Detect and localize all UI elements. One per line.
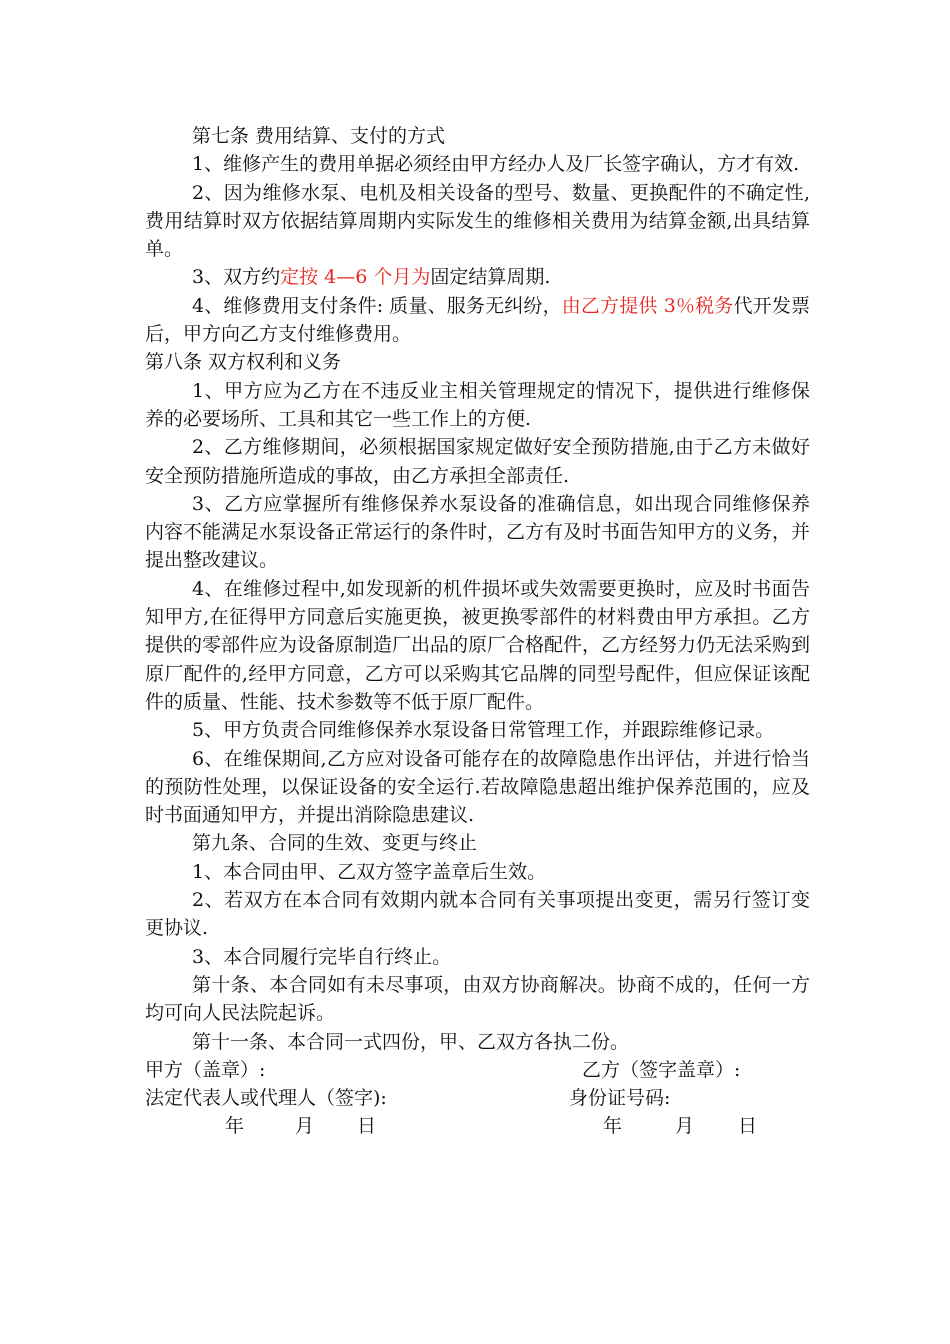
article-8-clause-1: 1、甲方应为乙方在不违反业主相关管理规定的情况下，提供进行维修保养的必要场所、工具和其它一些工作上的方便. [145,379,810,430]
party-b-year-label: 年 [603,1115,623,1138]
highlighted-tax-invoice: 由乙方提供 3％税务 [561,294,734,317]
highlighted-settlement-period: 定按 4—6 个月为 [280,266,431,289]
article-9-clause-1: 1、本合同由甲、乙双方签字盖章后生效。 [192,860,547,883]
party-a-day-label: 日 [357,1115,377,1138]
article-8-title: 第八条 双方权利和义务 [145,351,342,374]
party-a-seal-label: 甲方（盖章）: [145,1058,266,1081]
clause-text: 4、维修费用支付条件: 质量、服务无纠纷， [192,294,562,317]
article-10: 第十条、本合同如有未尽事项，由双方协商解决。协商不成的，任何一方均可向人民法院起诉。 [145,973,810,1025]
clause-text: 固定结算周期. [430,266,551,289]
article-7-clause-2: 2、因为维修水泵、电机及相关设备的型号、数量、更换配件的不确定性,费用结算时双方依据结算周期内实际发生的维修相关费用为结算金额,出具结算单。 [145,181,810,261]
clause-text: 代开发票后，甲方向乙方支付维修费用。 [145,294,810,346]
party-b-day-label: 日 [738,1115,758,1138]
clause-text: 3、双方约 [192,266,281,289]
article-9-clause-2: 2、若双方在本合同有效期内就本合同有关事项提出变更，需另行签订变更协议. [145,889,810,940]
article-7-clause-1: 1、维修产生的费用单据必须经由甲方经办人及厂长签字确认，方才有效. [192,153,800,176]
representative-signature-label: 法定代表人或代理人（签字): [145,1087,387,1110]
article-7-clause-4 [145,292,810,349]
party-a-month-label: 月 [295,1115,315,1138]
article-8-clause-2: 2、乙方维修期间，必须根据国家规定做好安全预防措施,由于乙方未做好安全预防措施所造成的事故，由乙方承担全部责任. [145,436,810,487]
signature-row-parties [145,1056,810,1084]
article-7-clause-3 [145,263,810,291]
signature-row-dates [145,1112,810,1140]
id-number-label: 身份证号码: [569,1087,671,1110]
article-9-title: 第九条、合同的生效、变更与终止 [192,832,478,855]
article-8-clause-3: 3、乙方应掌握所有维修保养水泵设备的准确信息，如出现合同维修保养内容不能满足水泵设备正常运行的条件时，乙方有及时书面告知甲方的义务，并提出整改建议。 [145,492,811,572]
article-8-clause-4: 4、在维修过程中,如发现新的机件损坏或失效需要更换时，应及时书面告知甲方,在征得甲方同意后实施更换，被更换零部件的材料费由甲方承担。乙方提供的零部件应为设备原制造厂出品的原厂合格配件，乙方经努力仍无法采购到原厂配件的,经甲方同意，乙方可以采购其它品牌的同型号配件，但应保证该配件的质量、性能、技术参数等不低于原厂配件。 [145,577,811,713]
article-11: 第十一条、本合同一式四份，甲、乙双方各执二份。 [192,1030,630,1053]
party-b-month-label: 月 [675,1115,695,1138]
contract-page [145,122,810,1141]
article-8-clause-5: 5、甲方负责合同维修保养水泵设备日常管理工作，并跟踪维修记录。 [192,719,775,742]
article-8-clause-6: 6、在维保期间,乙方应对设备可能存在的故障隐患作出评估，并进行恰当的预防性处理，以保证设备的安全运行.若故障隐患超出维护保养范围的，应及时书面通知甲方，并提出消除隐患建议. [145,747,810,827]
article-7-title: 第七条 费用结算、支付的方式 [192,125,446,147]
signature-row-representative [145,1084,810,1112]
article-9-clause-3: 3、本合同履行完毕自行终止。 [192,945,452,968]
party-b-seal-label: 乙方（签字盖章）: [582,1058,741,1081]
party-a-year-label: 年 [225,1115,245,1138]
